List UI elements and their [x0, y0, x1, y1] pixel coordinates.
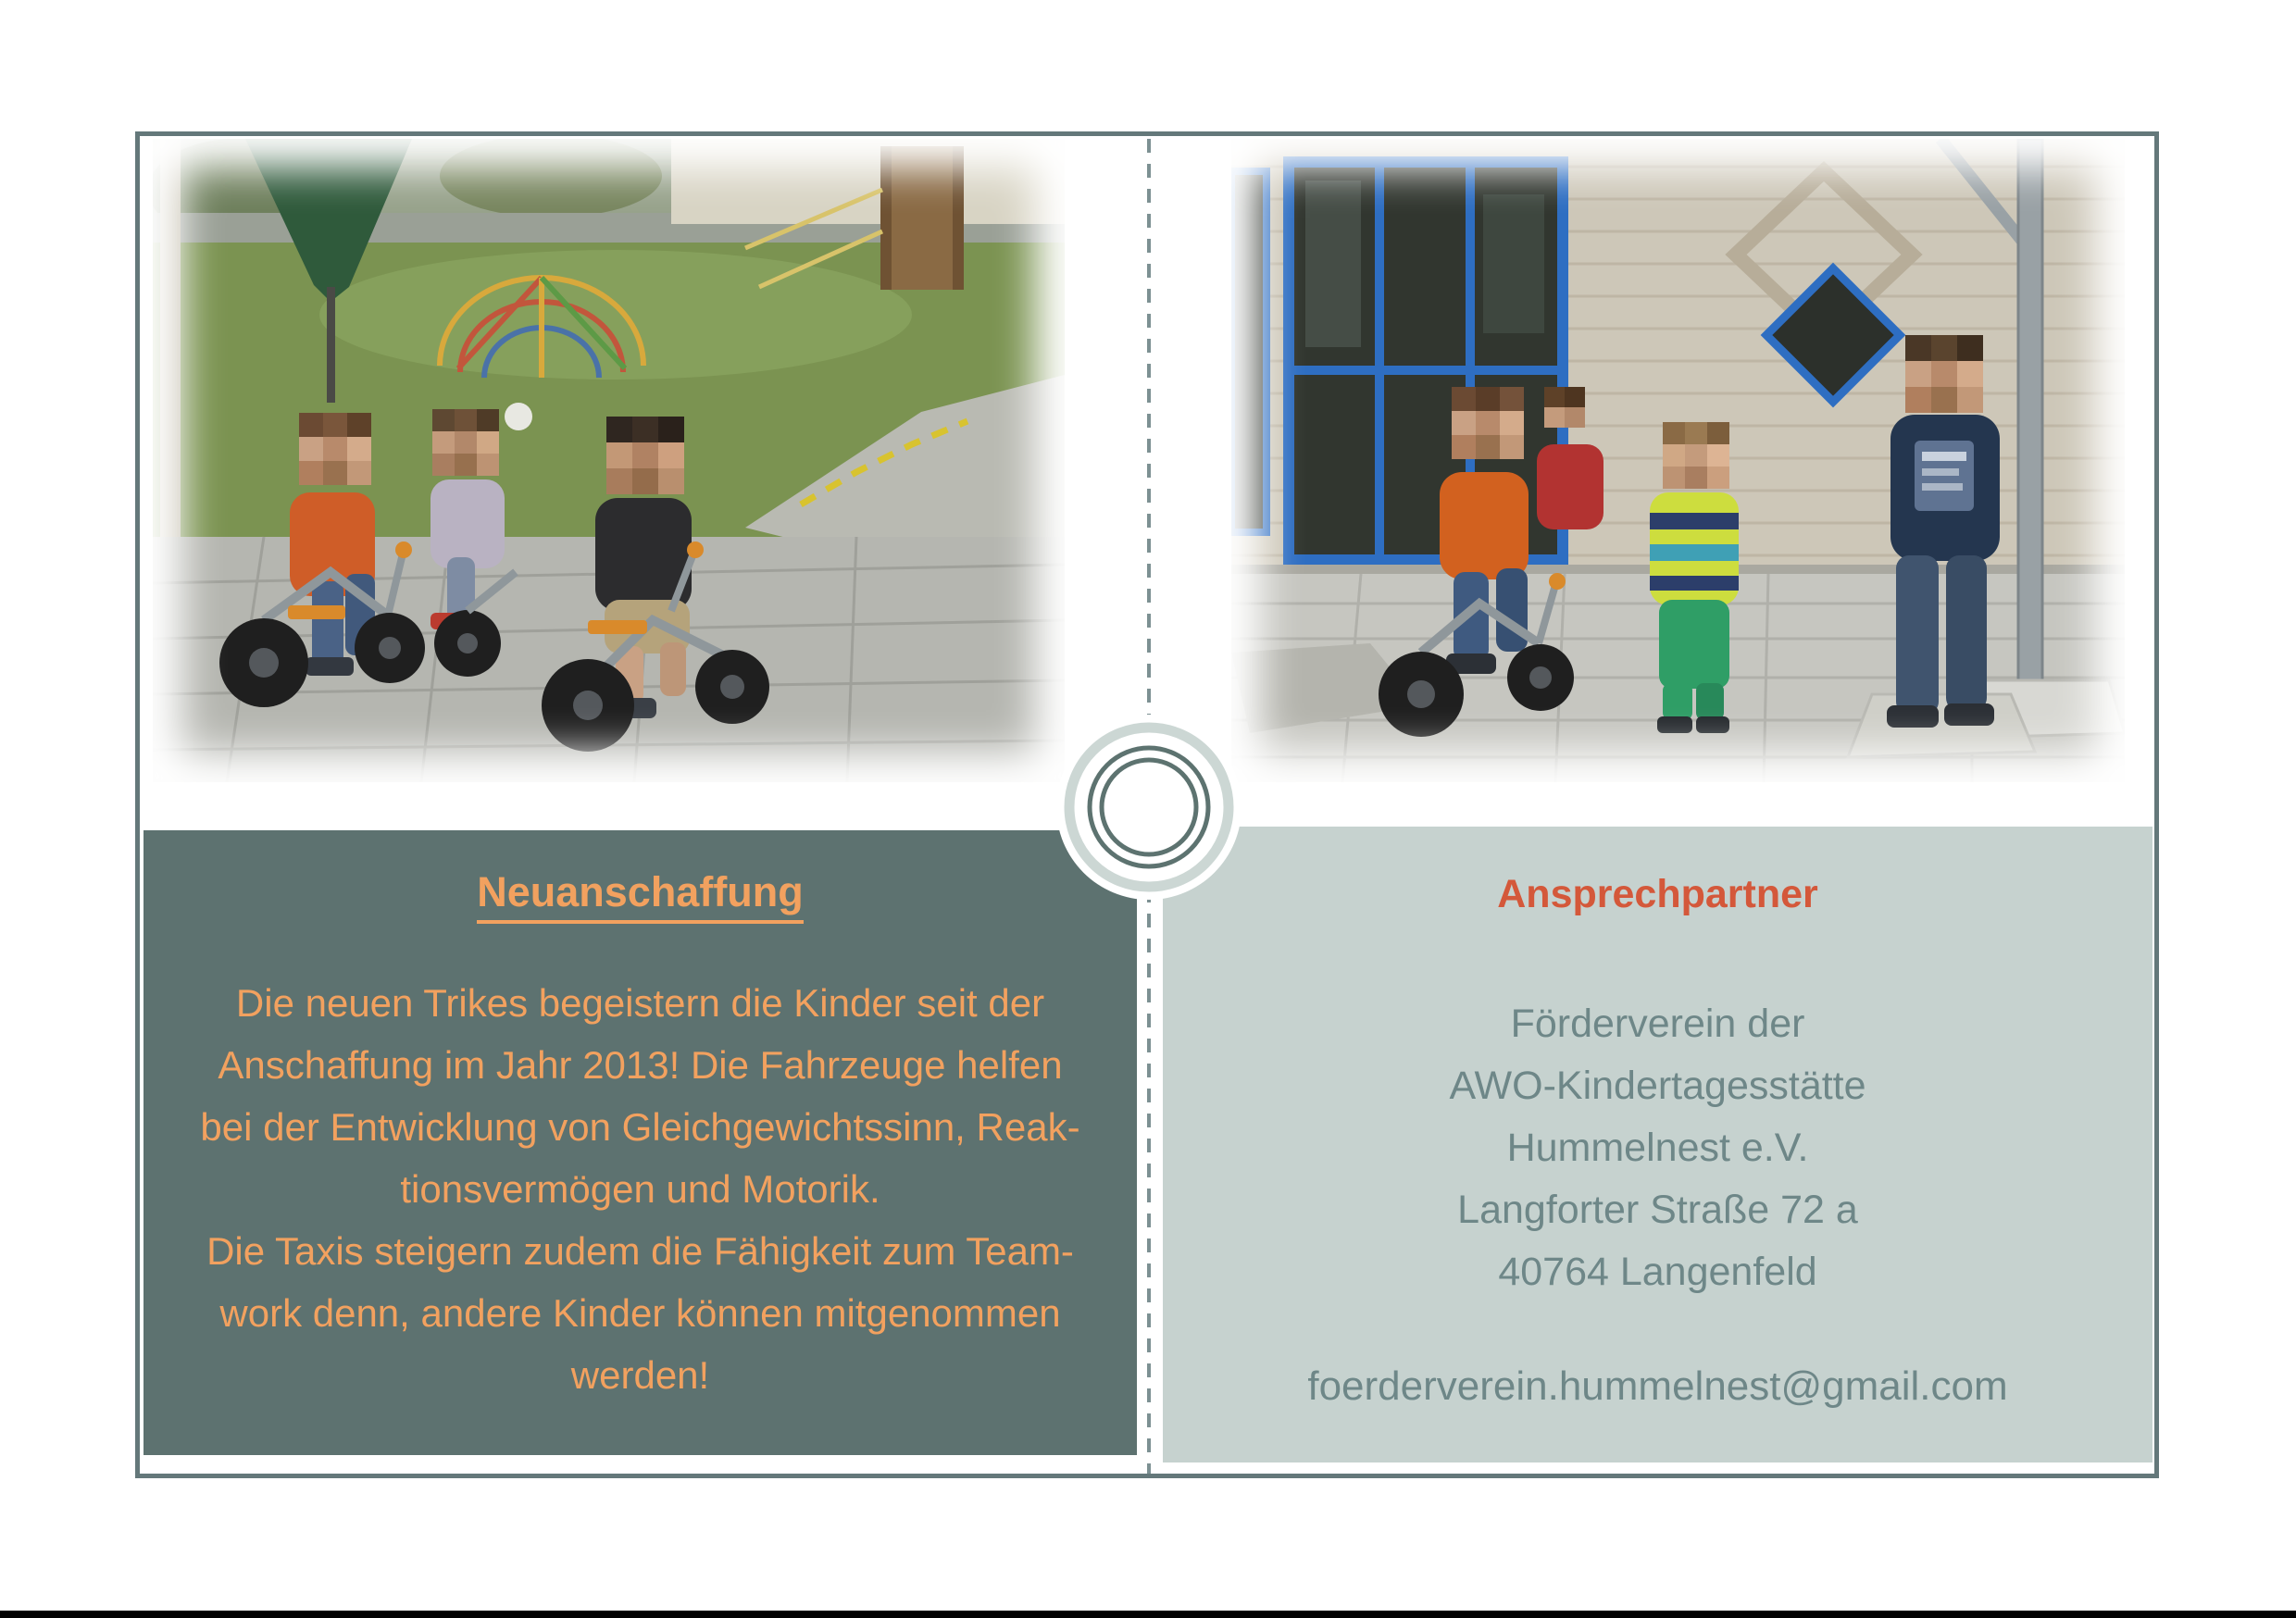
text-line: werden!	[570, 1353, 710, 1397]
pixelated-face-2	[432, 409, 499, 476]
contact-email: foerderverein.hummelnest@gmail.com	[1307, 1363, 2008, 1409]
right-panel-address	[1181, 993, 2134, 1303]
text-line: bei der Entwicklung von Gleichgewichtssinn, Reak-	[200, 1105, 1080, 1149]
ball	[505, 403, 532, 430]
left-text-panel	[144, 830, 1137, 1455]
text-line: work denn, andere Kinder können mitgenommen	[219, 1291, 1061, 1335]
text-line: Die Taxis steigern zudem die Fähigkeit zum Team-	[206, 1229, 1074, 1273]
courtyard-scene	[1231, 139, 2125, 782]
pixelated-face-6	[1905, 335, 1983, 413]
scan-bottom-edge	[0, 1611, 2296, 1618]
text-line: Förderverein der	[1510, 1002, 1805, 1046]
text-line: Hummelnest e.V.	[1506, 1126, 1809, 1170]
text-line: tionsvermögen und Motorik.	[400, 1167, 880, 1211]
pixelated-face-3	[606, 417, 684, 494]
text-line: 40764 Langenfeld	[1498, 1250, 1817, 1294]
pixelated-face-red	[1544, 387, 1585, 428]
photo-courtyard-building	[1231, 139, 2125, 782]
pixelated-face-1	[299, 413, 371, 485]
text-line: AWO-Kindertagesstätte	[1449, 1064, 1866, 1108]
pixelated-face-4	[1452, 387, 1524, 459]
pixelated-face-5	[1663, 422, 1729, 489]
left-panel-paragraph	[160, 972, 1120, 1406]
text-line: Langforter Straße 72 a	[1457, 1188, 1858, 1232]
text-line: Anschaffung im Jahr 2013! Die Fahrzeuge helfen	[218, 1043, 1063, 1087]
playground-scene	[153, 139, 1065, 782]
right-text-panel	[1163, 827, 2152, 1462]
text-line: Die neuen Trikes begeistern die Kinder seit der	[235, 981, 1045, 1025]
left-panel-title: Neuanschaffung	[477, 869, 804, 924]
photo-playground-trikes	[153, 139, 1065, 782]
right-panel-title: Ansprechpartner	[1497, 872, 1818, 916]
